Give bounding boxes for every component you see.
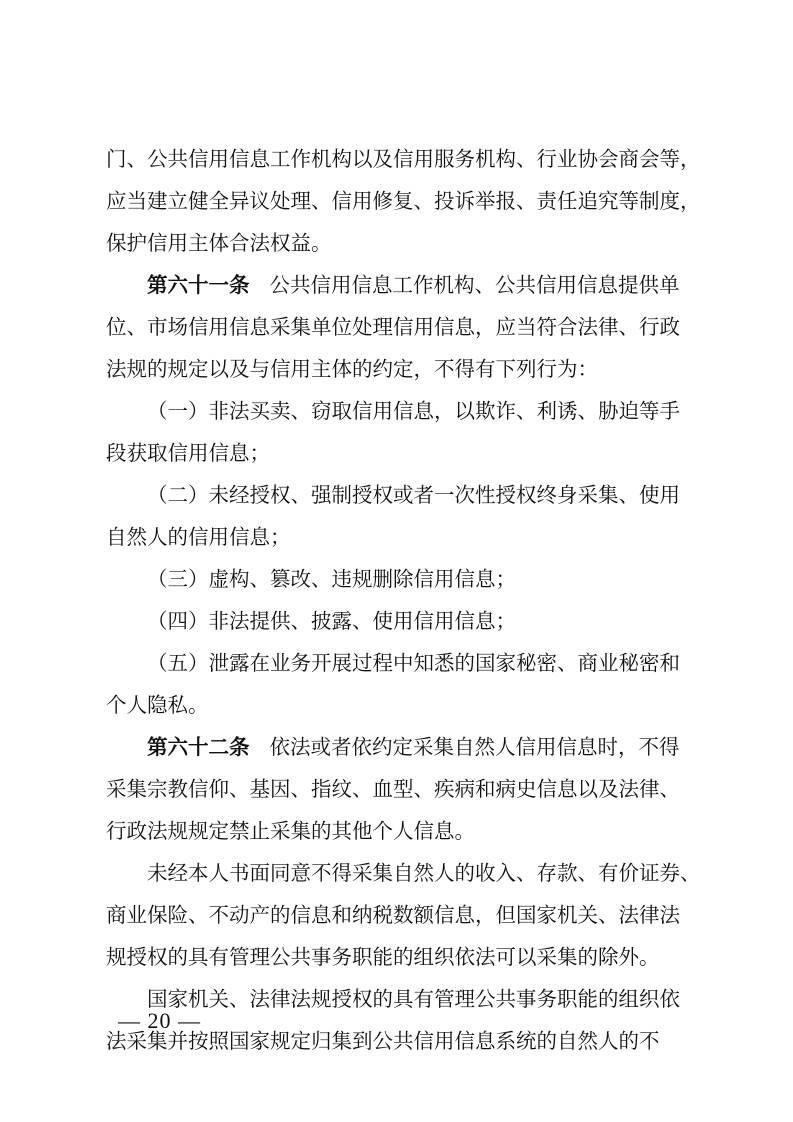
list-item-4: （四）非法提供、披露、使用信用信息； — [147, 609, 516, 633]
paragraph-line: 国家机关、法律法规授权的具有管理公共事务职能的组织依 — [147, 987, 680, 1011]
article-61-text: 公共信用信息工作机构、公共信用信息提供单 — [269, 273, 680, 297]
list-item-1: （一）非法买卖、窃取信用信息，以欺诈、利诱、胁迫等手 — [147, 399, 680, 423]
paragraph-line: 行政法规规定禁止采集的其他个人信息。 — [106, 819, 475, 843]
paragraph-line: 规授权的具有管理公共事务职能的组织依法可以采集的除外。 — [106, 945, 660, 969]
paragraph-line: 商业保险、不动产的信息和纳税数额信息，但国家机关、法律法 — [106, 903, 680, 927]
article-61-heading: 第六十一条 — [147, 273, 250, 297]
paragraph-line: 法采集并按照国家规定归集到公共信用信息系统的自然人的不 — [106, 1029, 660, 1053]
list-item-3: （三）虚构、篡改、违规删除信用信息； — [147, 567, 516, 591]
article-61-first-line — [106, 264, 686, 306]
list-item-1-cont: 段获取信用信息； — [106, 441, 270, 465]
paragraph-line: 位、市场信用信息采集单位处理信用信息，应当符合法律、行政 — [106, 315, 680, 339]
list-item-2-cont: 自然人的信用信息； — [106, 525, 291, 549]
page-number: — 20 — — [118, 1008, 201, 1033]
document-body — [106, 138, 701, 1062]
article-62-heading: 第六十二条 — [147, 735, 250, 759]
paragraph-line: 法规的规定以及与信用主体的约定，不得有下列行为： — [106, 357, 598, 381]
paragraph-line: 应当建立健全异议处理、信用修复、投诉举报、责任追究等制度， — [106, 189, 701, 213]
paragraph-line: 未经本人书面同意不得采集自然人的收入、存款、有价证券、 — [147, 861, 701, 885]
paragraph-line: 门、公共信用信息工作机构以及信用服务机构、行业协会商会等， — [106, 147, 701, 171]
paragraph-line: 保护信用主体合法权益。 — [106, 231, 332, 255]
list-item-5-cont: 个人隐私。 — [106, 693, 209, 717]
list-item-5: （五）泄露在业务开展过程中知悉的国家秘密、商业秘密和 — [147, 651, 680, 675]
list-item-2: （二）未经授权、强制授权或者一次性授权终身采集、使用 — [147, 483, 680, 507]
article-62-text: 依法或者依约定采集自然人信用信息时，不得 — [269, 735, 680, 759]
article-62-first-line — [106, 726, 686, 768]
paragraph-line: 采集宗教信仰、基因、指纹、血型、疾病和病史信息以及法律、 — [106, 777, 680, 801]
